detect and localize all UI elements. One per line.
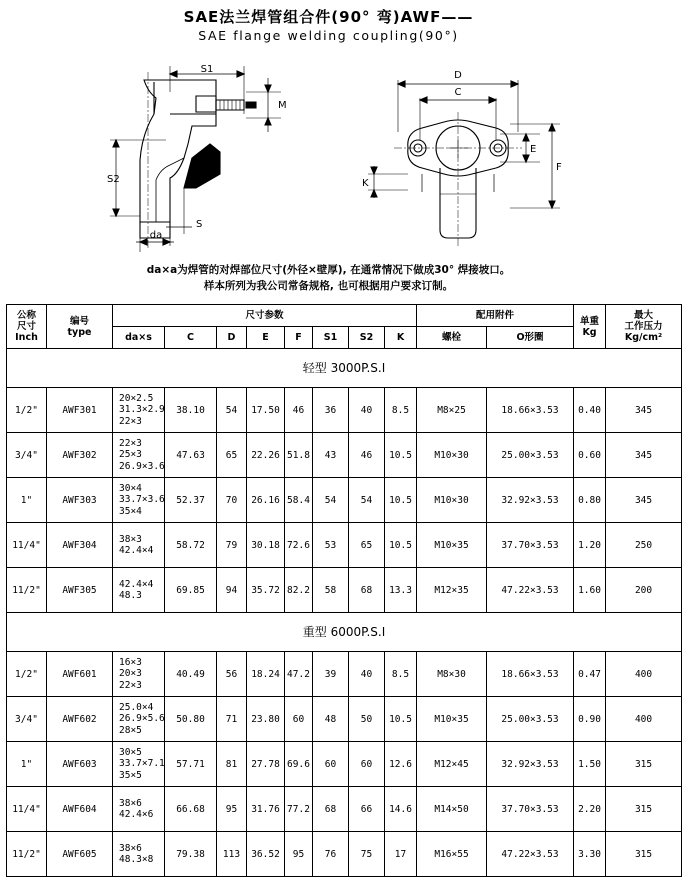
cell-s2: 40	[349, 652, 385, 697]
cell-size: 3/4"	[7, 697, 47, 742]
table-row	[7, 697, 682, 742]
cell-e: 22.26	[247, 433, 285, 478]
cell-da	[113, 433, 165, 478]
cell-e: 17.50	[247, 388, 285, 433]
da-value: 42.4×4	[119, 545, 154, 556]
cell-oring: 37.70×3.53	[487, 523, 574, 568]
cell-c: 58.72	[165, 523, 217, 568]
cell-da	[113, 388, 165, 433]
cell-c: 57.71	[165, 742, 217, 787]
cell-code: AWF302	[47, 433, 113, 478]
header-dims: 尺寸参数	[113, 305, 417, 327]
cell-pressure: 315	[606, 832, 682, 877]
cell-pressure: 315	[606, 787, 682, 832]
da-value: 20×2.5	[119, 392, 154, 404]
header-s2: S2	[349, 327, 385, 349]
cell-d: 95	[217, 787, 247, 832]
cell-k: 8.5	[385, 388, 417, 433]
da-value: 20×3	[119, 668, 142, 680]
front-view-drawing	[360, 62, 565, 252]
cell-k: 10.5	[385, 697, 417, 742]
da-value: 22×3	[119, 679, 142, 691]
cell-k: 13.3	[385, 568, 417, 613]
cell-f: 60	[285, 697, 313, 742]
cell-bolt: M16×55	[417, 832, 487, 877]
cell-s1: 43	[313, 433, 349, 478]
cell-code: AWF301	[47, 388, 113, 433]
label-da: da	[149, 230, 163, 241]
cell-pressure: 250	[606, 523, 682, 568]
cell-s1: 54	[313, 478, 349, 523]
cell-code: AWF601	[47, 652, 113, 697]
cell-e: 30.18	[247, 523, 285, 568]
cell-da	[113, 652, 165, 697]
table-row	[7, 832, 682, 877]
cell-e: 26.16	[247, 478, 285, 523]
cell-oring: 32.92×3.53	[487, 742, 574, 787]
cell-s1: 60	[313, 742, 349, 787]
da-value: 33.7×3.6	[119, 494, 165, 506]
cell-e: 18.24	[247, 652, 285, 697]
cell-f: 72.6	[285, 523, 313, 568]
cell-f: 46	[285, 388, 313, 433]
da-value: 30×4	[119, 482, 142, 494]
cell-s2: 50	[349, 697, 385, 742]
cell-bolt: M8×25	[417, 388, 487, 433]
header-weight: 单重 Kg	[574, 305, 606, 349]
header-c: C	[165, 327, 217, 349]
cell-s2: 40	[349, 388, 385, 433]
table-row	[7, 652, 682, 697]
cell-d: 70	[217, 478, 247, 523]
cell-s2: 54	[349, 478, 385, 523]
cell-da	[113, 523, 165, 568]
label-m: M	[278, 100, 287, 111]
da-value: 33.7×7.1	[119, 758, 165, 770]
da-value: 48.3	[119, 590, 142, 601]
cell-k: 14.6	[385, 787, 417, 832]
header-e: E	[247, 327, 285, 349]
da-value: 26.9×5.6	[119, 713, 165, 725]
da-value: 42.4×4	[119, 578, 154, 590]
note-line-1: da×a为焊管的对焊部位尺寸(外径×壁厚), 在通常情况下做成30° 焊接坡口。	[146, 264, 511, 276]
da-value: 28×5	[119, 724, 142, 736]
table-row	[7, 523, 682, 568]
cell-c: 40.49	[165, 652, 217, 697]
cell-code: AWF304	[47, 523, 113, 568]
table-row	[7, 568, 682, 613]
table-row	[7, 478, 682, 523]
cell-bolt: M14×50	[417, 787, 487, 832]
cell-da	[113, 832, 165, 877]
cell-s1: 53	[313, 523, 349, 568]
cell-oring: 25.00×3.53	[487, 433, 574, 478]
cell-k: 10.5	[385, 523, 417, 568]
cell-da	[113, 478, 165, 523]
cell-f: 58.4	[285, 478, 313, 523]
cell-d: 81	[217, 742, 247, 787]
cell-c: 38.10	[165, 388, 217, 433]
cell-d: 65	[217, 433, 247, 478]
cell-bolt: M10×35	[417, 697, 487, 742]
spec-table-wrapper	[6, 304, 663, 877]
header-pressure: 最大 工作压力 Kg/cm²	[606, 305, 682, 349]
table-row	[7, 787, 682, 832]
cell-c: 47.63	[165, 433, 217, 478]
spec-table	[6, 304, 682, 877]
table-row	[7, 433, 682, 478]
cell-e: 23.80	[247, 697, 285, 742]
cell-f: 95	[285, 832, 313, 877]
label-d: D	[454, 70, 462, 81]
cell-s1: 76	[313, 832, 349, 877]
label-s1: S1	[200, 64, 214, 75]
cell-s1: 68	[313, 787, 349, 832]
cell-pressure: 345	[606, 433, 682, 478]
cell-oring: 18.66×3.53	[487, 652, 574, 697]
cell-d: 79	[217, 523, 247, 568]
header-d: D	[217, 327, 247, 349]
da-value: 35×5	[119, 769, 142, 781]
table-row	[7, 388, 682, 433]
cell-weight: 0.47	[574, 652, 606, 697]
cell-oring: 32.92×3.53	[487, 478, 574, 523]
cell-weight: 0.60	[574, 433, 606, 478]
section-header-row	[7, 349, 682, 388]
header-code: 编号 type	[47, 305, 113, 349]
cell-s2: 46	[349, 433, 385, 478]
section-header-row	[7, 613, 682, 652]
da-value: 16×3	[119, 656, 142, 668]
cell-da	[113, 568, 165, 613]
cell-f: 77.2	[285, 787, 313, 832]
cell-pressure: 315	[606, 742, 682, 787]
header-size: 公称 尺寸 Inch	[7, 305, 47, 349]
cell-oring: 25.00×3.53	[487, 697, 574, 742]
table-row	[7, 742, 682, 787]
label-k: K	[362, 178, 369, 189]
cell-oring: 47.22×3.53	[487, 832, 574, 877]
cell-weight: 0.90	[574, 697, 606, 742]
cell-bolt: M8×30	[417, 652, 487, 697]
cell-s1: 48	[313, 697, 349, 742]
header-da: da×s	[113, 327, 165, 349]
cell-oring: 18.66×3.53	[487, 388, 574, 433]
cell-code: AWF305	[47, 568, 113, 613]
cell-weight: 0.80	[574, 478, 606, 523]
label-f: F	[556, 162, 562, 173]
cell-s1: 58	[313, 568, 349, 613]
da-value: 38×3	[119, 533, 142, 545]
cell-c: 69.85	[165, 568, 217, 613]
header-f: F	[285, 327, 313, 349]
cell-weight: 3.30	[574, 832, 606, 877]
cell-k: 10.5	[385, 433, 417, 478]
da-value: 25×3	[119, 449, 142, 461]
cell-bolt: M12×35	[417, 568, 487, 613]
cell-c: 66.68	[165, 787, 217, 832]
cell-code: AWF602	[47, 697, 113, 742]
cell-f: 69.6	[285, 742, 313, 787]
cell-s1: 39	[313, 652, 349, 697]
cell-e: 36.52	[247, 832, 285, 877]
cell-s2: 66	[349, 787, 385, 832]
cell-da	[113, 742, 165, 787]
cell-s2: 75	[349, 832, 385, 877]
cell-size: 1/2"	[7, 388, 47, 433]
cell-s2: 68	[349, 568, 385, 613]
label-c: C	[454, 87, 462, 98]
da-value: 25.0×4	[119, 701, 154, 713]
header-bolt: 螺栓	[417, 327, 487, 349]
cell-k: 8.5	[385, 652, 417, 697]
side-view-drawing	[96, 62, 316, 252]
cell-pressure: 200	[606, 568, 682, 613]
cell-size: 1"	[7, 478, 47, 523]
table-body	[7, 349, 682, 877]
cell-code: AWF605	[47, 832, 113, 877]
da-value: 48.3×8	[119, 854, 154, 865]
cell-code: AWF303	[47, 478, 113, 523]
da-value: 26.9×3.6	[119, 460, 165, 472]
cell-d: 94	[217, 568, 247, 613]
cell-d: 56	[217, 652, 247, 697]
cell-size: 11/4"	[7, 523, 47, 568]
cell-size: 1"	[7, 742, 47, 787]
cell-d: 54	[217, 388, 247, 433]
cell-size: 11/4"	[7, 787, 47, 832]
da-value: 35×4	[119, 505, 142, 517]
cell-f: 47.2	[285, 652, 313, 697]
cell-weight: 1.60	[574, 568, 606, 613]
cell-f: 51.8	[285, 433, 313, 478]
cell-e: 31.76	[247, 787, 285, 832]
page-subtitle: SAE flange welding coupling(90°)	[198, 28, 459, 43]
cell-size: 3/4"	[7, 433, 47, 478]
da-value: 22×3	[119, 437, 142, 449]
cell-f: 82.2	[285, 568, 313, 613]
cell-pressure: 345	[606, 388, 682, 433]
section-title: 轻型 3000P.S.I	[7, 349, 682, 388]
cell-da	[113, 697, 165, 742]
cell-k: 10.5	[385, 478, 417, 523]
cell-code: AWF604	[47, 787, 113, 832]
cell-pressure: 345	[606, 478, 682, 523]
cell-c: 50.80	[165, 697, 217, 742]
cell-size: 11/2"	[7, 832, 47, 877]
cell-d: 113	[217, 832, 247, 877]
cell-pressure: 400	[606, 697, 682, 742]
cell-code: AWF603	[47, 742, 113, 787]
da-value: 38×6	[119, 797, 142, 809]
header-s1: S1	[313, 327, 349, 349]
cell-k: 12.6	[385, 742, 417, 787]
cell-weight: 1.20	[574, 523, 606, 568]
section-title: 重型 6000P.S.I	[7, 613, 682, 652]
cell-e: 27.78	[247, 742, 285, 787]
label-e: E	[530, 144, 537, 155]
cell-da	[113, 787, 165, 832]
cell-k: 17	[385, 832, 417, 877]
cell-oring: 47.22×3.53	[487, 568, 574, 613]
cell-s1: 36	[313, 388, 349, 433]
label-s2: S2	[107, 174, 120, 185]
cell-bolt: M10×30	[417, 433, 487, 478]
label-s: S	[196, 219, 203, 230]
cell-size: 11/2"	[7, 568, 47, 613]
cell-weight: 1.50	[574, 742, 606, 787]
cell-pressure: 400	[606, 652, 682, 697]
cell-bolt: M10×30	[417, 478, 487, 523]
cell-oring: 37.70×3.53	[487, 787, 574, 832]
cell-size: 1/2"	[7, 652, 47, 697]
cell-c: 52.37	[165, 478, 217, 523]
cell-s2: 60	[349, 742, 385, 787]
cell-weight: 2.20	[574, 787, 606, 832]
da-value: 31.3×2.9	[119, 404, 165, 416]
da-value: 22×3	[119, 415, 142, 427]
cell-s2: 65	[349, 523, 385, 568]
cell-c: 79.38	[165, 832, 217, 877]
cell-bolt: M10×35	[417, 523, 487, 568]
note-line-2: 样本所列为我公司常备规格, 也可根据用户要求订制。	[203, 280, 454, 292]
header-fittings: 配用附件	[417, 305, 574, 327]
header-k: K	[385, 327, 417, 349]
cell-bolt: M12×45	[417, 742, 487, 787]
da-value: 30×5	[119, 746, 142, 758]
page-title: SAE法兰焊管组合件(90° 弯)AWF——	[183, 8, 474, 26]
header-oring: O形圈	[487, 327, 574, 349]
cell-d: 71	[217, 697, 247, 742]
cell-weight: 0.40	[574, 388, 606, 433]
cell-e: 35.72	[247, 568, 285, 613]
da-value: 42.4×6	[119, 809, 154, 820]
da-value: 38×6	[119, 842, 142, 854]
